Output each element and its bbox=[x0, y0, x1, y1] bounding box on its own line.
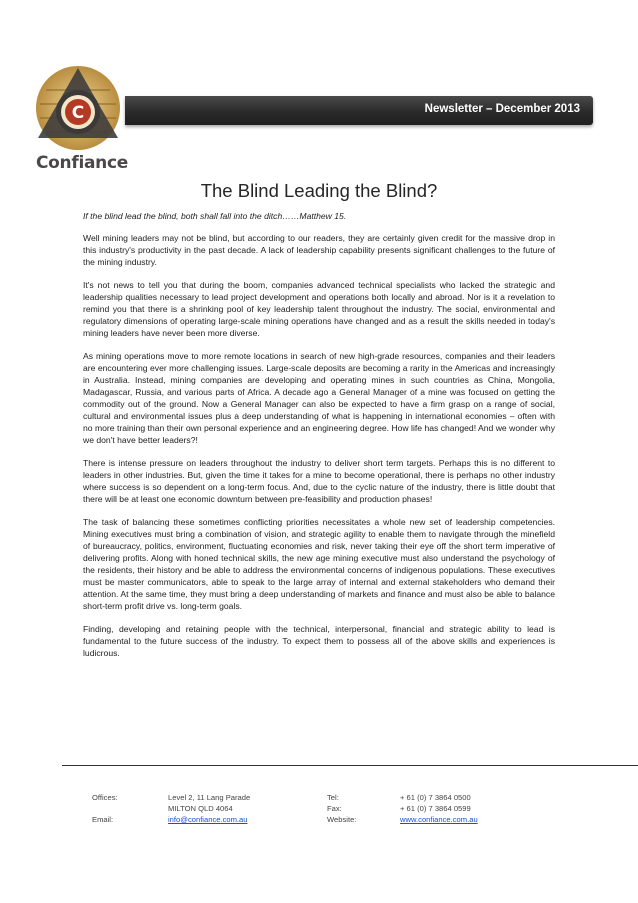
tel-label: Tel: bbox=[327, 793, 339, 802]
fax-number: + 61 (0) 7 3864 0599 bbox=[400, 804, 471, 813]
confiance-emblem-icon bbox=[32, 60, 124, 152]
article-paragraph: Finding, developing and retaining people with the technical, interpersonal, financial and strategic ability to lead is fundamental to the future success of the industry. To expect them to possess all of the above skills and experiences is ludicrous. bbox=[83, 624, 555, 658]
newsletter-date: Newsletter – December 2013 bbox=[424, 103, 580, 115]
address-line-2: MILTON QLD 4064 bbox=[168, 804, 233, 813]
article-paragraph: As mining operations move to more remote locations in search of new high-grade resources, companies and their leaders are encountering ever more challenging issues. Large-scale deposits are becoming a rarity in the Americas and increasingly in Australia. Instead, mining companies are developing and operating mines in such countries as China, Mongolia, Madagascar, Russia, and various parts of Africa. A decade ago a General Manager of a mine was focused on getting the commodity out of the ground. Now a General Manager can also be expected to have a firm grasp on a range of social, cultural and environmental issues plus a deep understanding of what is happening in international economies – often with no more training than their own personal experience and an engineering degree. How life has changed! And we wonder why we don't have better leaders?! bbox=[83, 351, 555, 445]
email-label: Email: bbox=[92, 815, 114, 824]
fax-label: Fax: bbox=[327, 804, 342, 813]
email-link[interactable]: info@confiance.com.au bbox=[168, 815, 248, 824]
svg-text:C: C bbox=[71, 103, 85, 123]
newsletter-banner bbox=[125, 96, 593, 125]
article-epigraph: If the blind lead the blind, both shall fall into the ditch……Matthew 15. bbox=[83, 211, 347, 221]
article-paragraph: The task of balancing these sometimes conflicting priorities necessitates a whole new set of leadership competencies. Mining executives must bring a combination of vision, and strategic agility to enable them to navigate through the minefield of bureaucracy, politics, environment, fluctuating economies and risk, never taking their eye off the short term imperative of delivering profits. Along with honed technical skills, the new age mining executive must also understand the psychology of the residents, their history and be able to address the environmental concerns of indigenous populations. These executives must be master communicators, able to speak to the large array of internal and external stakeholders who demand their attention. At the same time, they must bring a deep understanding of markets and finance and must also be able to balance short-term profit drive vs. long-term goals. bbox=[83, 517, 555, 611]
website-label: Website: bbox=[327, 815, 357, 824]
article-paragraph: There is intense pressure on leaders throughout the industry to deliver short term targets. Perhaps this is no different to leaders in other industries. But, given the time it takes for a mine to become operational, there is perhaps no other industry where success is so dependent on a long-term focus. And, due to the cyclic nature of the industry, there is little doubt that there will be at least one economic downturn between pre-feasibility and production phases! bbox=[83, 458, 555, 504]
address-line-1: Level 2, 11 Lang Parade bbox=[168, 793, 251, 802]
footer-divider bbox=[62, 765, 638, 766]
article-body bbox=[83, 210, 555, 670]
confiance-logo bbox=[32, 60, 128, 178]
brand-wordmark: Confiance bbox=[36, 153, 128, 173]
article-paragraph: Well mining leaders may not be blind, but according to our readers, they are certainly given credit for the massive drop in this industry's productivity in the past decade. A lack of leadership capability presents significant challenges to the future of the mining industry. bbox=[83, 233, 555, 267]
tel-number: + 61 (0) 7 3864 0500 bbox=[400, 793, 471, 802]
website-link[interactable]: www.confiance.com.au bbox=[400, 815, 478, 824]
offices-label: Offices: bbox=[92, 793, 118, 802]
article-paragraph: It's not news to tell you that during the boom, companies advanced technical specialists who lacked the strategic and leadership qualities necessary to lead project development and operations both locally and abroad. Nor is it a revelation to remind you that there is a shrinking pool of key leadership talent throughout the industry. The social, environmental and regulatory dimensions of operating large-scale mining operations have changed and as a result the skills needed in today's mining leaders have never been more diverse. bbox=[83, 280, 555, 338]
article-title: The Blind Leading the Blind? bbox=[200, 180, 438, 201]
